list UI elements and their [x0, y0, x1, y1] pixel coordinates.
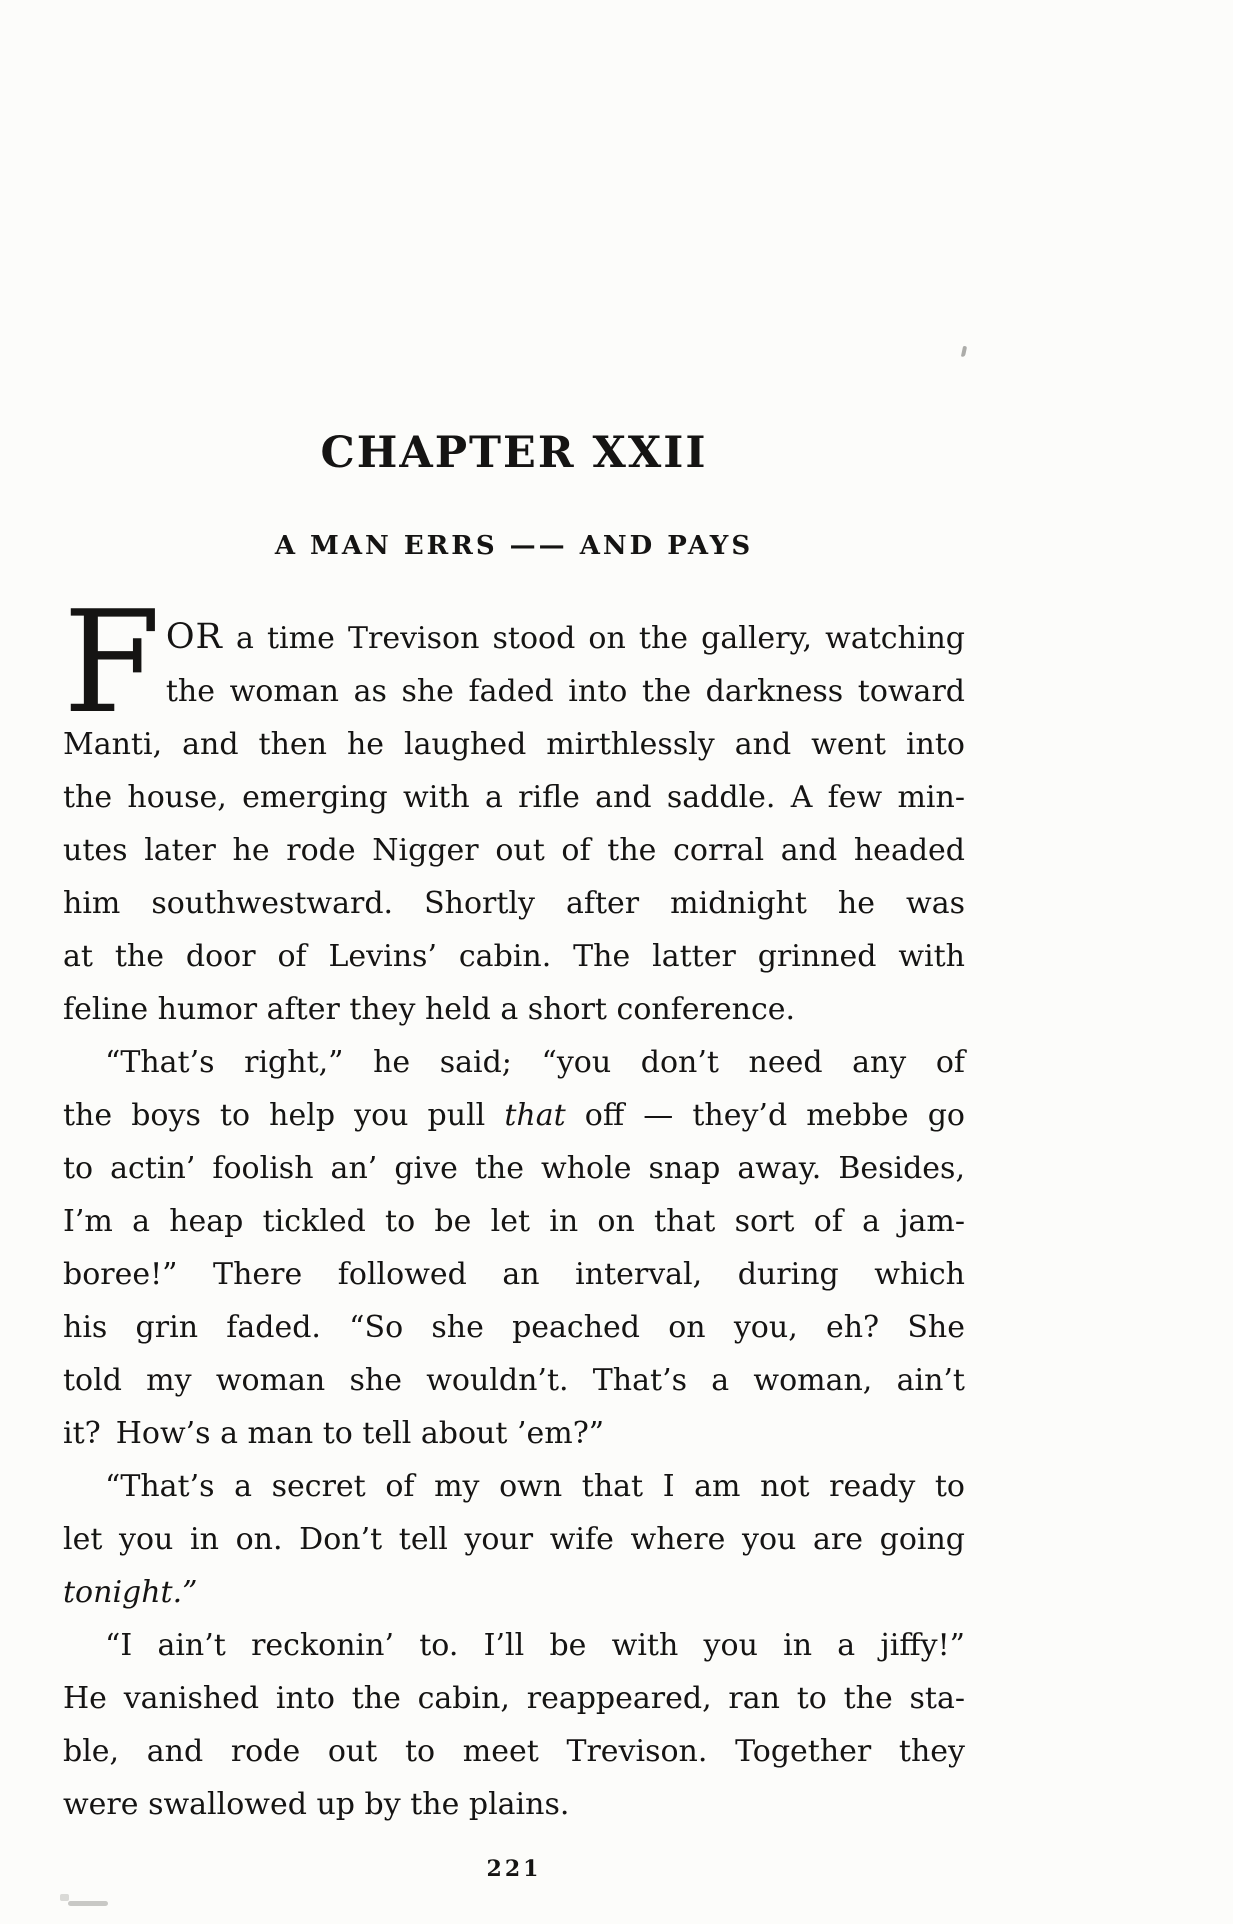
text-segment: He vanished into the cabin, reappeared, ran to the sta-: [63, 1681, 965, 1716]
text-segment: were swallowed up by the plains.: [63, 1787, 570, 1822]
text-segment: that: [504, 1098, 566, 1133]
paragraph: [63, 581, 965, 1036]
text-segment: ble, and rode out to meet Trevison. Together they: [63, 1734, 965, 1769]
text-line: [63, 1619, 965, 1672]
text-segment: to actin’ foolish an’ give the whole snap away. Besides,: [63, 1151, 965, 1186]
body-text: [63, 581, 965, 1831]
text-segment: “I ain’t reckonin’ to. I’ll be with you in a jiffy!”: [105, 1628, 965, 1663]
text-line: [63, 1142, 965, 1195]
page-number: 221: [486, 1856, 542, 1882]
text-line: [63, 1566, 965, 1619]
paragraph: [63, 1619, 965, 1831]
text-segment: the boys to help you pull: [63, 1098, 505, 1133]
text-line: [63, 1248, 965, 1301]
text-line: [63, 771, 965, 824]
text-line: [63, 1725, 965, 1778]
text-line: [63, 824, 965, 877]
text-segment: told my woman she wouldn’t. That’s a woman, ain’t: [63, 1363, 965, 1398]
text-line: [63, 983, 965, 1036]
page-content: [63, 428, 965, 1831]
text-segment: let you in on. Don’t tell your wife where you are going: [63, 1522, 965, 1557]
text-segment: I’m a heap tickled to be let in on that sort of a jam-: [63, 1204, 965, 1239]
text-line: [63, 1460, 965, 1513]
text-line: [63, 1301, 965, 1354]
text-segment: his grin faded. “So she peached on you, eh? She: [63, 1310, 965, 1345]
text-segment: off — they’d mebbe go: [565, 1098, 965, 1133]
text-segment: Manti, and then he laughed mirthlessly and went into: [63, 727, 965, 762]
text-segment: “That’s right,” he said; “you don’t need any of: [105, 1045, 965, 1080]
text-segment: feline humor after they held a short conference.: [63, 992, 796, 1027]
paragraph: [63, 1036, 965, 1460]
text-segment: the house, emerging with a rifle and saddle. A few min-: [63, 780, 965, 815]
text-line: [63, 1354, 965, 1407]
text-segment: him southwestward. Shortly after midnight he was: [63, 886, 965, 921]
text-segment: the woman as she faded into the darkness toward: [165, 674, 965, 709]
text-segment: utes later he rode Nigger out of the corral and headed: [63, 833, 965, 868]
text-line: [63, 930, 965, 983]
text-segment: boree!” There followed an interval, during which: [63, 1257, 965, 1292]
drop-cap: F: [63, 581, 161, 745]
text-line: [63, 1513, 965, 1566]
text-line: [63, 1036, 965, 1089]
text-line: [63, 1089, 965, 1142]
text-segment: it? How’s a man to tell about ’em?”: [63, 1416, 605, 1451]
text-segment: at the door of Levins’ cabin. The latter grinned with: [63, 939, 965, 974]
scan-artifact-mark: [961, 346, 967, 358]
text-line: [63, 718, 965, 771]
text-line: [63, 611, 965, 665]
text-line: [63, 877, 965, 930]
text-segment: “That’s a secret of my own that I am not ready to: [105, 1469, 965, 1504]
text-segment: OR: [165, 617, 223, 657]
text-line: [63, 665, 965, 718]
text-line: [63, 1195, 965, 1248]
scan-artifact-smudge: [68, 1901, 108, 1906]
text-line: [63, 1778, 965, 1831]
text-line: [63, 1407, 965, 1460]
text-segment: tonight.”: [63, 1575, 198, 1610]
paragraph: [63, 1460, 965, 1619]
chapter-title: CHAPTER XXII: [320, 428, 708, 478]
text-line: [63, 1672, 965, 1725]
chapter-subtitle: A MAN ERRS —— AND PAYS: [274, 531, 754, 561]
text-segment: a time Trevison stood on the gallery, watching: [222, 621, 965, 656]
scan-artifact-smudge: [60, 1894, 69, 1901]
